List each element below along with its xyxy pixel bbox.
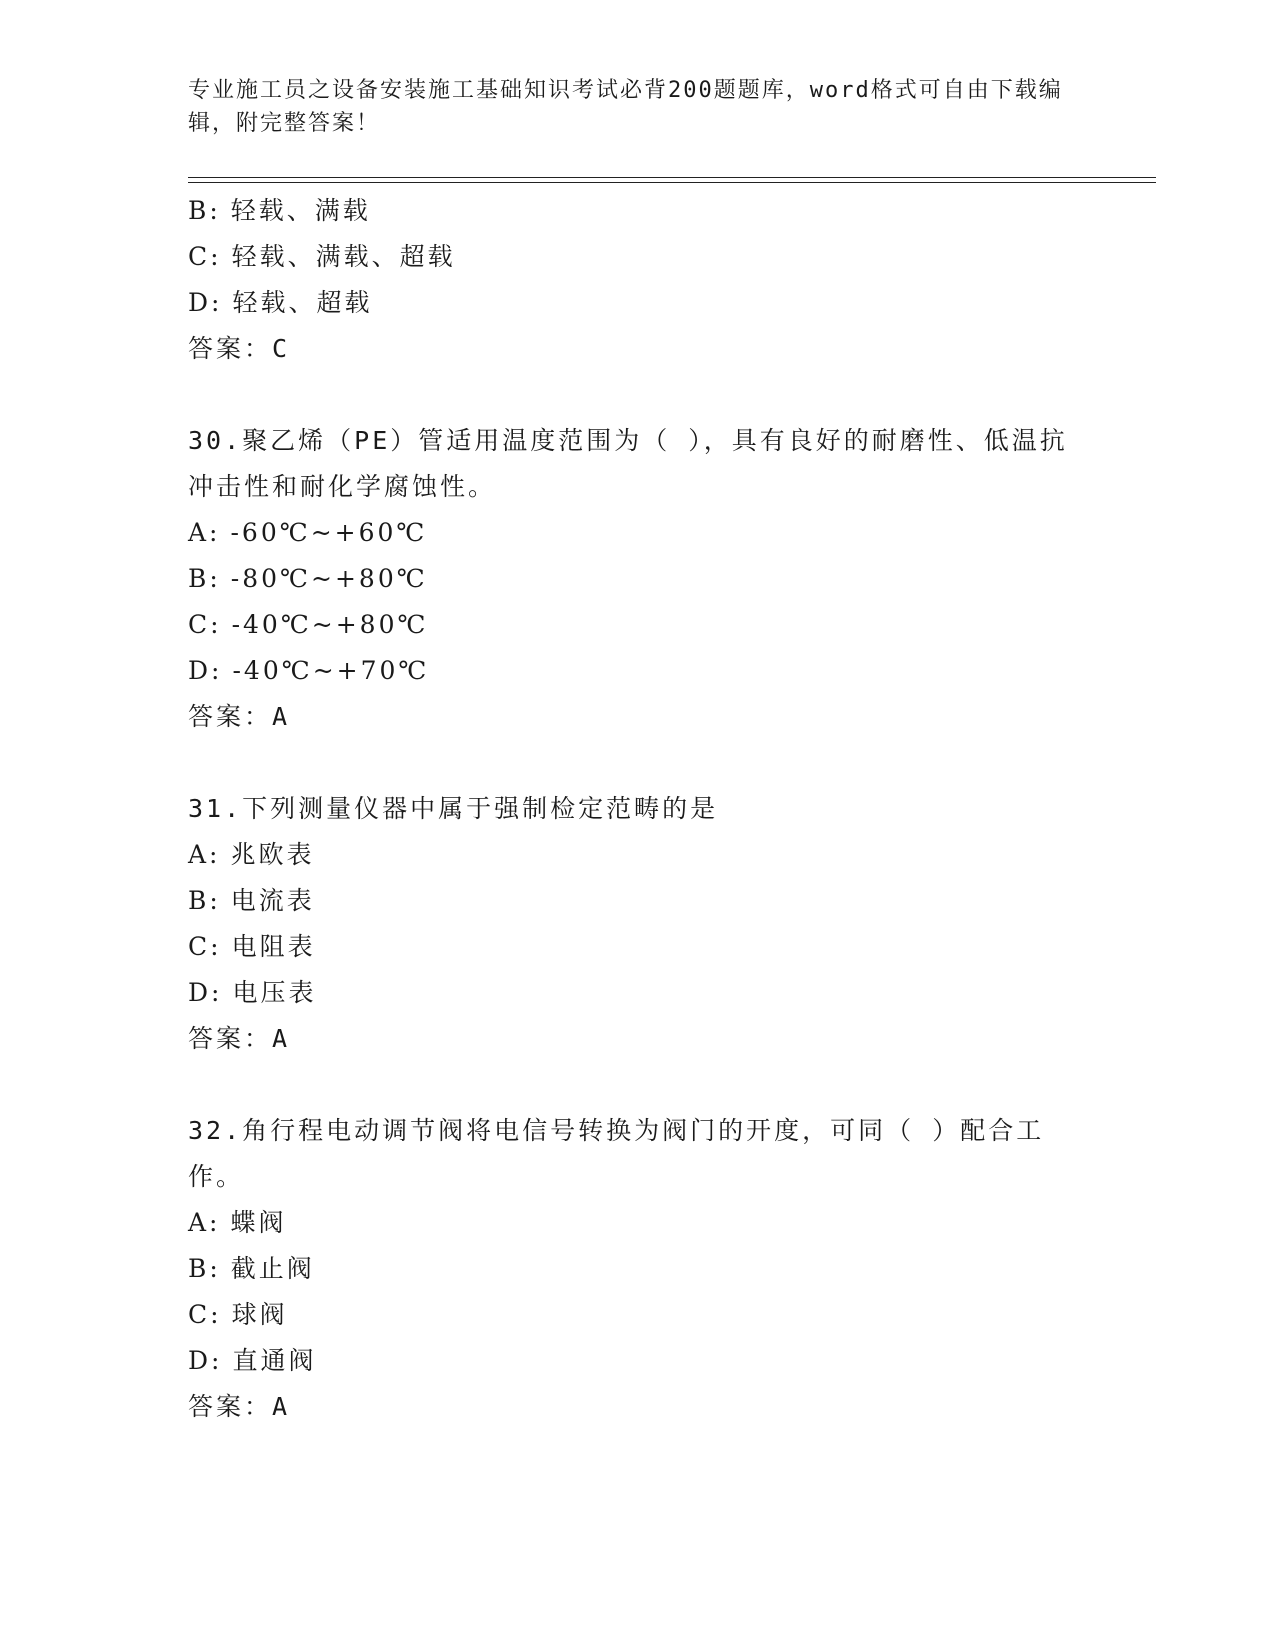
option-letter: B: — [188, 886, 221, 915]
option-text: 兆欧表 — [230, 840, 315, 869]
option-letter: C: — [188, 932, 222, 961]
option-c — [188, 234, 1088, 280]
option-text: -80℃~+80℃ — [230, 564, 428, 593]
option-b — [188, 556, 1088, 602]
option-letter: D: — [188, 656, 223, 685]
header-divider-bottom — [188, 182, 1156, 183]
option-b — [188, 1246, 1088, 1292]
option-text: -60℃~+60℃ — [230, 518, 428, 547]
option-letter: D: — [188, 978, 223, 1007]
option-a — [188, 832, 1088, 878]
option-text: 轻载、超载 — [232, 288, 373, 317]
option-text: 电压表 — [232, 978, 317, 1007]
option-text: 直通阀 — [232, 1346, 317, 1375]
option-d — [188, 1338, 1088, 1384]
option-c — [188, 602, 1088, 648]
spacer — [188, 1062, 1088, 1108]
option-letter: C: — [188, 242, 222, 271]
option-text: 轻载、满载、超载 — [231, 242, 456, 271]
option-text: -40℃~+70℃ — [232, 656, 430, 685]
option-c — [188, 924, 1088, 970]
option-text: -40℃~+80℃ — [231, 610, 429, 639]
option-letter: D: — [188, 288, 223, 317]
option-text: 球阀 — [231, 1300, 288, 1329]
option-letter: A: — [188, 840, 221, 869]
option-text: 电阻表 — [231, 932, 316, 961]
option-b — [188, 188, 1088, 234]
question-32 — [188, 1108, 1088, 1430]
option-letter: C: — [188, 1300, 222, 1329]
option-text: 蝶阀 — [230, 1208, 287, 1237]
question-stem: 32.角行程电动调节阀将电信号转换为阀门的开度，可同（ ）配合工作。 — [188, 1116, 1045, 1191]
option-letter: A: — [188, 518, 221, 547]
option-text: 电流表 — [230, 886, 315, 915]
question-31 — [188, 786, 1088, 1062]
option-letter: B: — [188, 564, 221, 593]
document-content — [188, 188, 1088, 1430]
option-letter: B: — [188, 1254, 221, 1283]
answer-line: 答案：A — [188, 702, 291, 731]
answer-line: 答案：C — [188, 334, 291, 363]
previous-question — [188, 188, 1088, 372]
option-letter: A: — [188, 1208, 221, 1237]
spacer — [188, 740, 1088, 786]
option-a — [188, 1200, 1088, 1246]
option-text: 截止阀 — [230, 1254, 315, 1283]
header-divider-top — [188, 177, 1156, 178]
option-letter: D: — [188, 1346, 223, 1375]
question-stem: 30.聚乙烯（PE）管适用温度范围为（ ），具有良好的耐磨性、低温抗冲击性和耐化学腐蚀性。 — [188, 426, 1068, 501]
answer-line: 答案：A — [188, 1392, 291, 1421]
question-stem: 31.下列测量仪器中属于强制检定范畴的是 — [188, 794, 719, 823]
option-letter: B: — [188, 196, 221, 225]
option-b — [188, 878, 1088, 924]
spacer — [188, 372, 1088, 418]
question-30 — [188, 418, 1088, 740]
option-text: 轻载、满载 — [230, 196, 371, 225]
document-header: 专业施工员之设备安装施工基础知识考试必背200题题库，word格式可自由下载编辑，附完整答案！ — [188, 78, 1063, 136]
option-letter: C: — [188, 610, 222, 639]
answer-line: 答案：A — [188, 1024, 291, 1053]
option-c — [188, 1292, 1088, 1338]
option-d — [188, 280, 1088, 326]
option-d — [188, 970, 1088, 1016]
option-d — [188, 648, 1088, 694]
option-a — [188, 510, 1088, 556]
